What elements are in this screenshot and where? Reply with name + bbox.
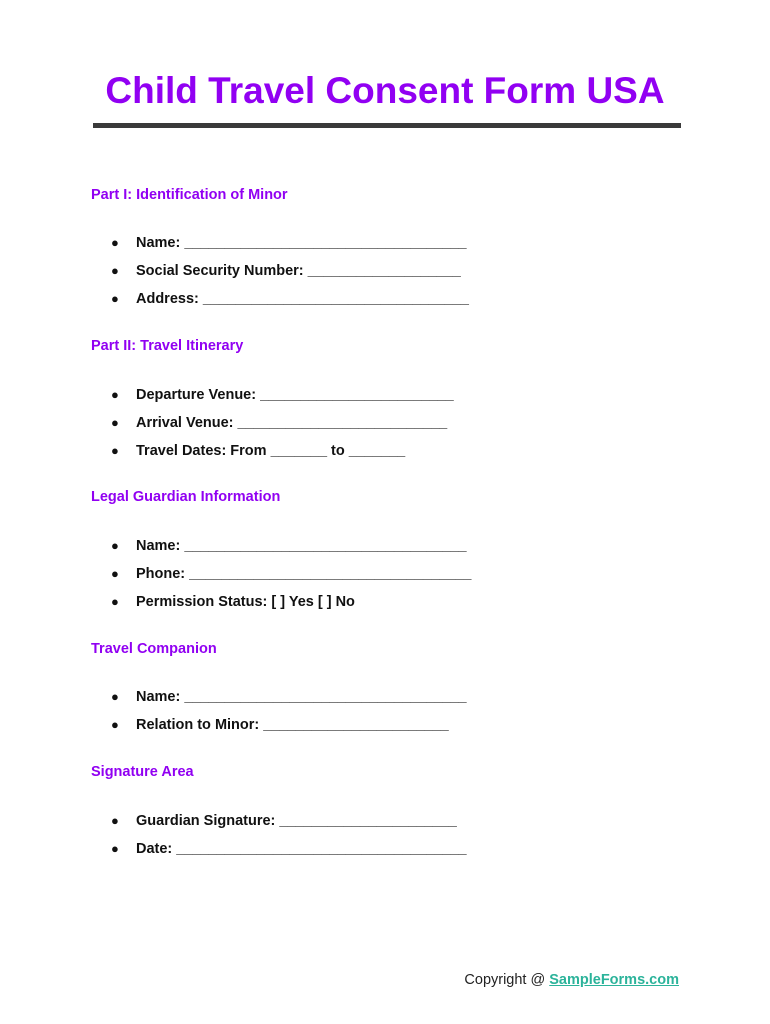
field-permission-status: [111, 592, 471, 620]
field-minor-name: [111, 233, 469, 261]
field-label: Name: ___________________________________: [136, 689, 467, 705]
field-label: Relation to Minor: _______________________: [136, 717, 449, 733]
section-heading: Part I: Identification of Minor: [91, 187, 288, 203]
field-companion-name: [111, 687, 467, 715]
section-signature-area: [91, 764, 691, 857]
page-title: Child Travel Consent Form USA: [105, 70, 665, 111]
field-label: Name: ___________________________________: [136, 538, 467, 554]
field-minor-address: [111, 289, 469, 317]
field-label: Address: _________________________________: [136, 291, 469, 307]
bullet-icon: ●: [111, 813, 119, 828]
copyright-text: Copyright @: [464, 972, 550, 988]
field-relation-to-minor: [111, 715, 467, 743]
field-label: Date: ____________________________________: [136, 841, 467, 857]
section-travel-companion: [91, 641, 691, 733]
field-label: Travel Dates: From _______ to _______: [136, 443, 406, 459]
field-label: Guardian Signature: ______________________: [136, 813, 457, 829]
bullet-icon: ●: [111, 538, 119, 553]
field-guardian-phone: [111, 564, 471, 592]
bullet-icon: ●: [111, 263, 119, 278]
bullet-icon: ●: [111, 594, 119, 609]
field-label: Social Security Number: ___________________: [136, 263, 461, 279]
bullet-icon: ●: [111, 717, 119, 732]
field-arrival-venue: [111, 413, 454, 441]
field-departure-venue: [111, 385, 454, 413]
field-list: [111, 233, 469, 317]
field-guardian-name: [111, 536, 471, 564]
section-heading: Signature Area: [91, 764, 194, 780]
field-label: Departure Venue: ________________________: [136, 387, 454, 403]
field-label: Arrival Venue: __________________________: [136, 415, 448, 431]
field-label: Name: ___________________________________: [136, 235, 467, 251]
bullet-icon: ●: [111, 235, 119, 250]
brand-link[interactable]: SampleForms.com: [549, 972, 679, 988]
field-list: [111, 385, 454, 469]
copyright-footer: [464, 972, 679, 988]
bullet-icon: ●: [111, 841, 119, 856]
field-date: [111, 839, 467, 867]
field-list: [111, 687, 467, 743]
bullet-icon: ●: [111, 291, 119, 306]
bullet-icon: ●: [111, 387, 119, 402]
bullet-icon: ●: [111, 689, 119, 704]
field-guardian-signature: [111, 811, 467, 839]
field-list: [111, 536, 471, 620]
section-travel-itinerary: [91, 338, 691, 459]
bullet-icon: ●: [111, 415, 119, 430]
field-label: Phone: ___________________________________: [136, 566, 472, 582]
field-label: Permission Status: [ ] Yes [ ] No: [136, 594, 355, 610]
section-heading: Travel Companion: [91, 641, 217, 657]
bullet-icon: ●: [111, 443, 119, 458]
section-heading: Part II: Travel Itinerary: [91, 338, 244, 354]
field-minor-ssn: [111, 261, 469, 289]
section-identification-of-minor: [91, 187, 691, 307]
title-divider: [93, 123, 681, 128]
field-travel-dates: [111, 441, 454, 469]
section-legal-guardian-information: [91, 489, 691, 610]
bullet-icon: ●: [111, 566, 119, 581]
field-list: [111, 811, 467, 867]
section-heading: Legal Guardian Information: [91, 489, 281, 505]
